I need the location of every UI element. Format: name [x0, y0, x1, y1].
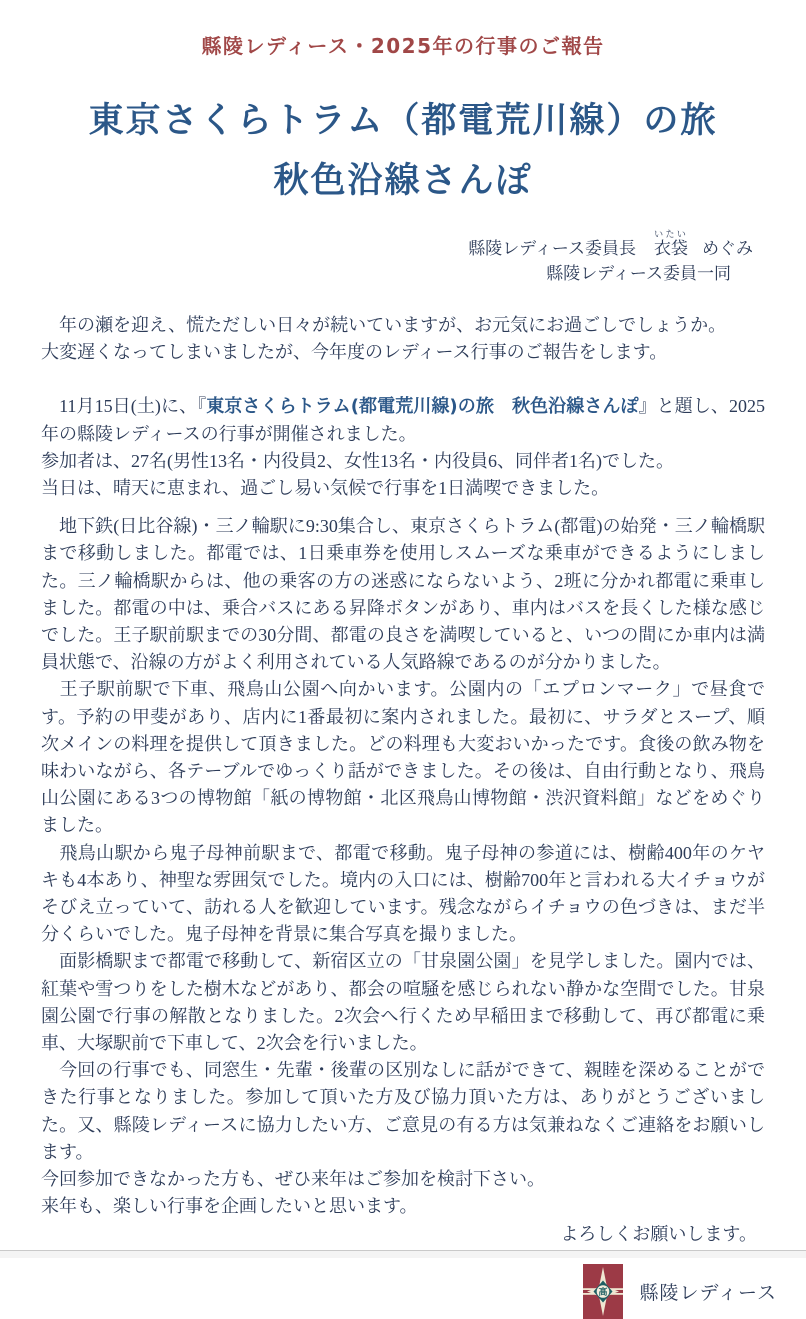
school-emblem-icon	[583, 1264, 623, 1319]
footer	[0, 1264, 806, 1319]
signer-given-name: めぐみ	[702, 239, 753, 258]
signature-line2: 縣陵レディース委員一同	[546, 264, 731, 283]
paragraph-thanks: 今回の行事でも、同窓生・先輩・後輩の区別なしに話ができて、親睦を深めることができた行事となりました。参加して頂いた方及び協力頂いた方は、ありがとうございました。又、縣陵レディースに協力したい方、ご意見の有る方は気兼ねなくご連絡をお願いします。	[41, 1060, 765, 1162]
paragraph-greeting-line1: 年の瀬を迎え、慌ただしい日々が続いていますが、お元気にお過ごしでしょうか。	[41, 315, 727, 335]
paragraph-greeting-line2: 大変遅くなってしまいましたが、今年度のレディース行事のご報告をします。	[41, 342, 668, 363]
paragraph-event-intro	[41, 393, 765, 447]
page-bottom-edge	[0, 1250, 806, 1258]
blank-line	[41, 366, 765, 393]
main-title-line2: 秋色沿線さんぽ	[273, 161, 533, 201]
paragraph-asukayama-lunch: 王子駅前駅で下車、飛鳥山公園へ向かいます。公園内の「エプロンマーク」で昼食です。予約の甲斐があり、店内に1番最初に案内されました。最初に、サラダとスープ、順次メインの料理を提供して頂きました。どの料理も大変おいかったです。食後の飲み物を味わいながら、各テーブルでゆっくり話ができました。その後は、自由行動となり、飛鳥山公園にある3つの博物館「紙の博物館・北区飛鳥山博物館・渋沢資料館」などをめぐりました。	[41, 679, 765, 836]
paragraph-kishimojin: 飛鳥山駅から鬼子母神前駅まで、都電で移動。鬼子母神の参道には、樹齢400年のケヤキも4本あり、神聖な雰囲気でした。境内の入口には、樹齢700年と言われる大イチョウがそびえ立っていて、訪れる人を歓迎しています。残念ながらイチョウの色づきは、まだ半分くらいでした。鬼子母神を背景に集合写真を撮りました。	[41, 842, 765, 945]
main-title	[41, 91, 765, 211]
paragraph-tram-ride: 地下鉄(日比谷線)・三ノ輪駅に9:30集合し、東京さくらトラム(都電)の始発・三ノ輪橋駅まで移動しました。都電では、1日乗車券を使用しスムーズな乗車ができるようにしました。三ノ輪橋駅からは、他の乗客の方の迷惑にならないよう、2班に分かれ都電に乗車しました。都電の中は、乗合バスにある昇降ボタンがあり、車内はバスを長くした様な感じでした。王子駅前駅までの30分間、都電の良さを満喫していると、いつの間にか車内は満員状態で、沿線の方がよく利用されている人気路線であるのが分かりました。	[41, 516, 765, 673]
signature-role: 縣陵レディース委員長	[468, 239, 636, 258]
inline-event-title: 東京さくらトラム(都電荒川線)の旅 秋色沿線さんぽ	[206, 396, 639, 418]
signer-name-ruby	[654, 229, 688, 258]
signature-block	[41, 229, 765, 286]
signer-name-furigana: いたい	[654, 229, 688, 239]
paragraph-participants: 参加者は、27名(男性13名・内役員2、女性13名・内役員6、同伴者1名)でした。	[41, 450, 674, 471]
paragraph-gap	[41, 502, 765, 513]
signer-name-kanji: 衣袋	[654, 239, 688, 258]
event-intro-after: 』と題し、2025年の縣陵レディースの行事が開催されました。	[41, 396, 765, 444]
signature-line1	[41, 229, 753, 261]
logo-label: 縣陵レディース	[639, 1282, 777, 1304]
document-body	[41, 312, 765, 1248]
paragraph-weather: 当日は、晴天に恵まれ、過ごし易い気候で行事を1日満喫できました。	[41, 478, 610, 499]
document-page	[0, 30, 806, 1248]
main-title-line1: 東京さくらトラム（都電荒川線）の旅	[88, 101, 718, 141]
closing-remark: よろしくお願いします。	[560, 1223, 757, 1244]
paragraph-next-year-invite: 今回参加できなかった方も、ぜひ来年はご参加を検討下さい。	[41, 1169, 545, 1190]
paragraph-kansenen: 面影橋駅まで都電で移動して、新宿区立の「甘泉園公園」を見学しました。園内では、紅葉や雪つりをした樹木などがあり、都会の喧騒を感じられない静かな空間でした。甘泉園公園で行事の解散となりました。2次会へ行くため早稲田まで移動して、再び都電に乗車、大塚駅前で下車して、2次会を行いました。	[41, 951, 765, 1054]
emblem-kanji: 高	[598, 1287, 608, 1298]
report-header: 縣陵レディース・2025年の行事のご報告	[201, 34, 605, 58]
event-intro-before: 11月15日(土)に、『	[41, 396, 207, 417]
paragraph-next-year-plan: 来年も、楽しい行事を企画したいと思います。	[41, 1196, 418, 1217]
